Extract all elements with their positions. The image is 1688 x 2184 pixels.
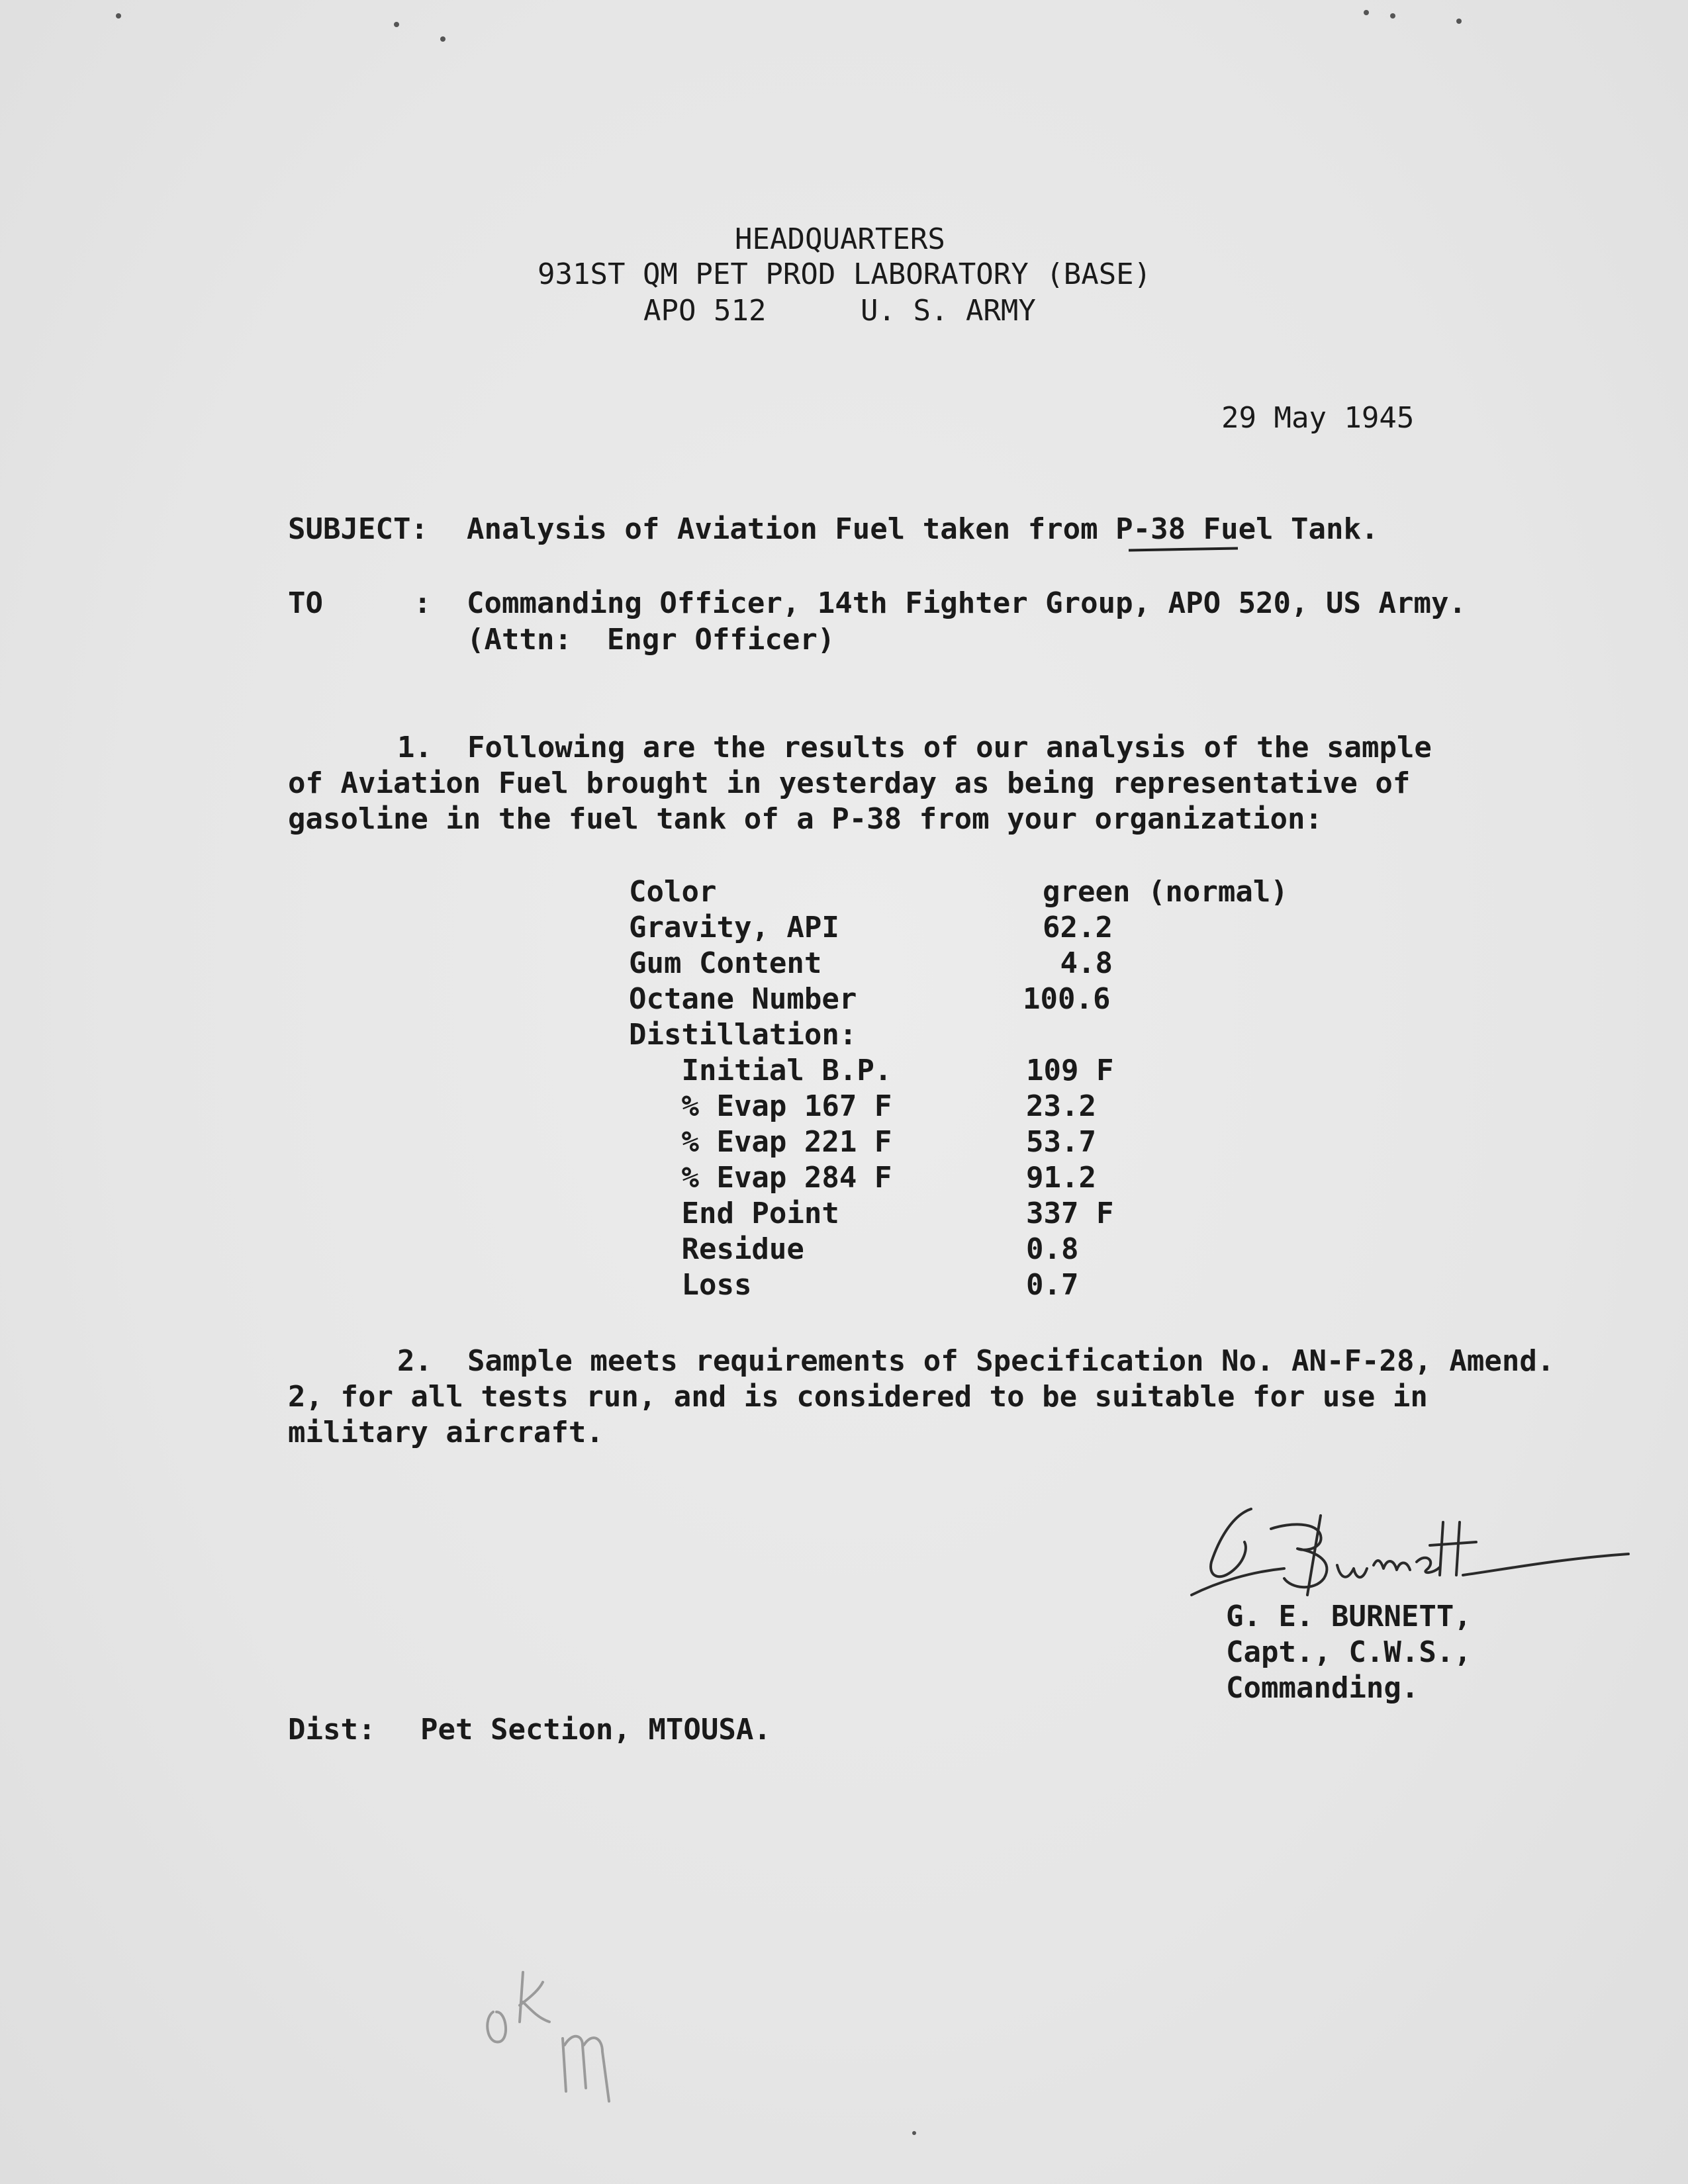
ink-speck [912,2131,916,2135]
subject-aircraft: P-38 [1115,512,1186,546]
result-label: Loss [629,1268,752,1302]
handwritten-signature [1178,1496,1642,1602]
to-attention: (Attn: Engr Officer) [467,623,835,657]
ink-speck [1390,13,1395,19]
result-label: % Evap 221 F [629,1125,892,1159]
result-label: Residue [629,1232,804,1266]
pencil-annotation [477,1946,649,2105]
signer-rank: Capt., C.W.S., [1226,1635,1472,1669]
result-value: green (normal) [1043,875,1288,909]
result-value: 0.8 [1026,1232,1079,1266]
result-value: 337 F [1026,1197,1114,1230]
to-addressee: Commanding Officer, 14th Fighter Group, APO 520, US Army. [467,586,1466,620]
result-value: 91.2 [1026,1161,1096,1195]
result-label: Initial B.P. [629,1054,892,1087]
subject-line [467,512,1379,547]
para2-line1: 2. Sample meets requirements of Specification No. AN-F-28, Amend. [397,1344,1555,1378]
result-value: 109 F [1026,1054,1114,1087]
para1-line2: of Aviation Fuel brought in yesterday as being representative of [288,766,1411,800]
subject-text-before: Analysis of Aviation Fuel taken from [467,512,1116,546]
result-value: 4.8 [1043,946,1113,980]
para1-line1: 1. Following are the results of our analysis of the sample [397,731,1432,764]
ink-speck [440,36,445,42]
subject-label: SUBJECT: [288,512,428,546]
letterhead-apo: APO 512 [643,294,767,328]
ink-speck [1364,10,1369,15]
result-value: 100.6 [1023,982,1111,1016]
ink-speck [116,13,121,19]
result-value: 62.2 [1043,911,1113,944]
letterhead-title: HEADQUARTERS [735,222,945,256]
result-label: Octane Number [629,982,857,1016]
result-label: Gum Content [629,946,822,980]
result-label: End Point [629,1197,839,1230]
to-label: TO [288,586,323,620]
para1-line3: gasoline in the fuel tank of a P-38 from your organization: [288,802,1323,836]
signer-name: G. E. BURNETT, [1226,1600,1472,1633]
result-value: 0.7 [1026,1268,1079,1302]
result-label: % Evap 167 F [629,1089,892,1123]
letterhead-army: U. S. ARMY [861,294,1036,328]
dist-label: Dist: [288,1713,376,1747]
para2-line3: military aircraft. [288,1416,604,1449]
result-label: Color [629,875,717,909]
signer-title: Commanding. [1226,1671,1419,1705]
result-value: 23.2 [1026,1089,1096,1123]
result-label: Distillation: [629,1018,857,1052]
letter-date: 29 May 1945 [1221,401,1415,435]
subject-text-after: Fuel Tank. [1186,512,1379,546]
result-label: Gravity, API [629,911,839,944]
result-label: % Evap 284 F [629,1161,892,1195]
dist-text: Pet Section, MTOUSA. [420,1713,771,1747]
ink-speck [394,22,399,27]
ink-speck [1456,19,1462,24]
to-colon: : [414,586,432,620]
letterhead-unit: 931ST QM PET PROD LABORATORY (BASE) [538,257,1152,291]
para2-line2: 2, for all tests run, and is considered to be suitable for use in [288,1380,1428,1414]
subject-underline [1129,547,1238,552]
result-value: 53.7 [1026,1125,1096,1159]
